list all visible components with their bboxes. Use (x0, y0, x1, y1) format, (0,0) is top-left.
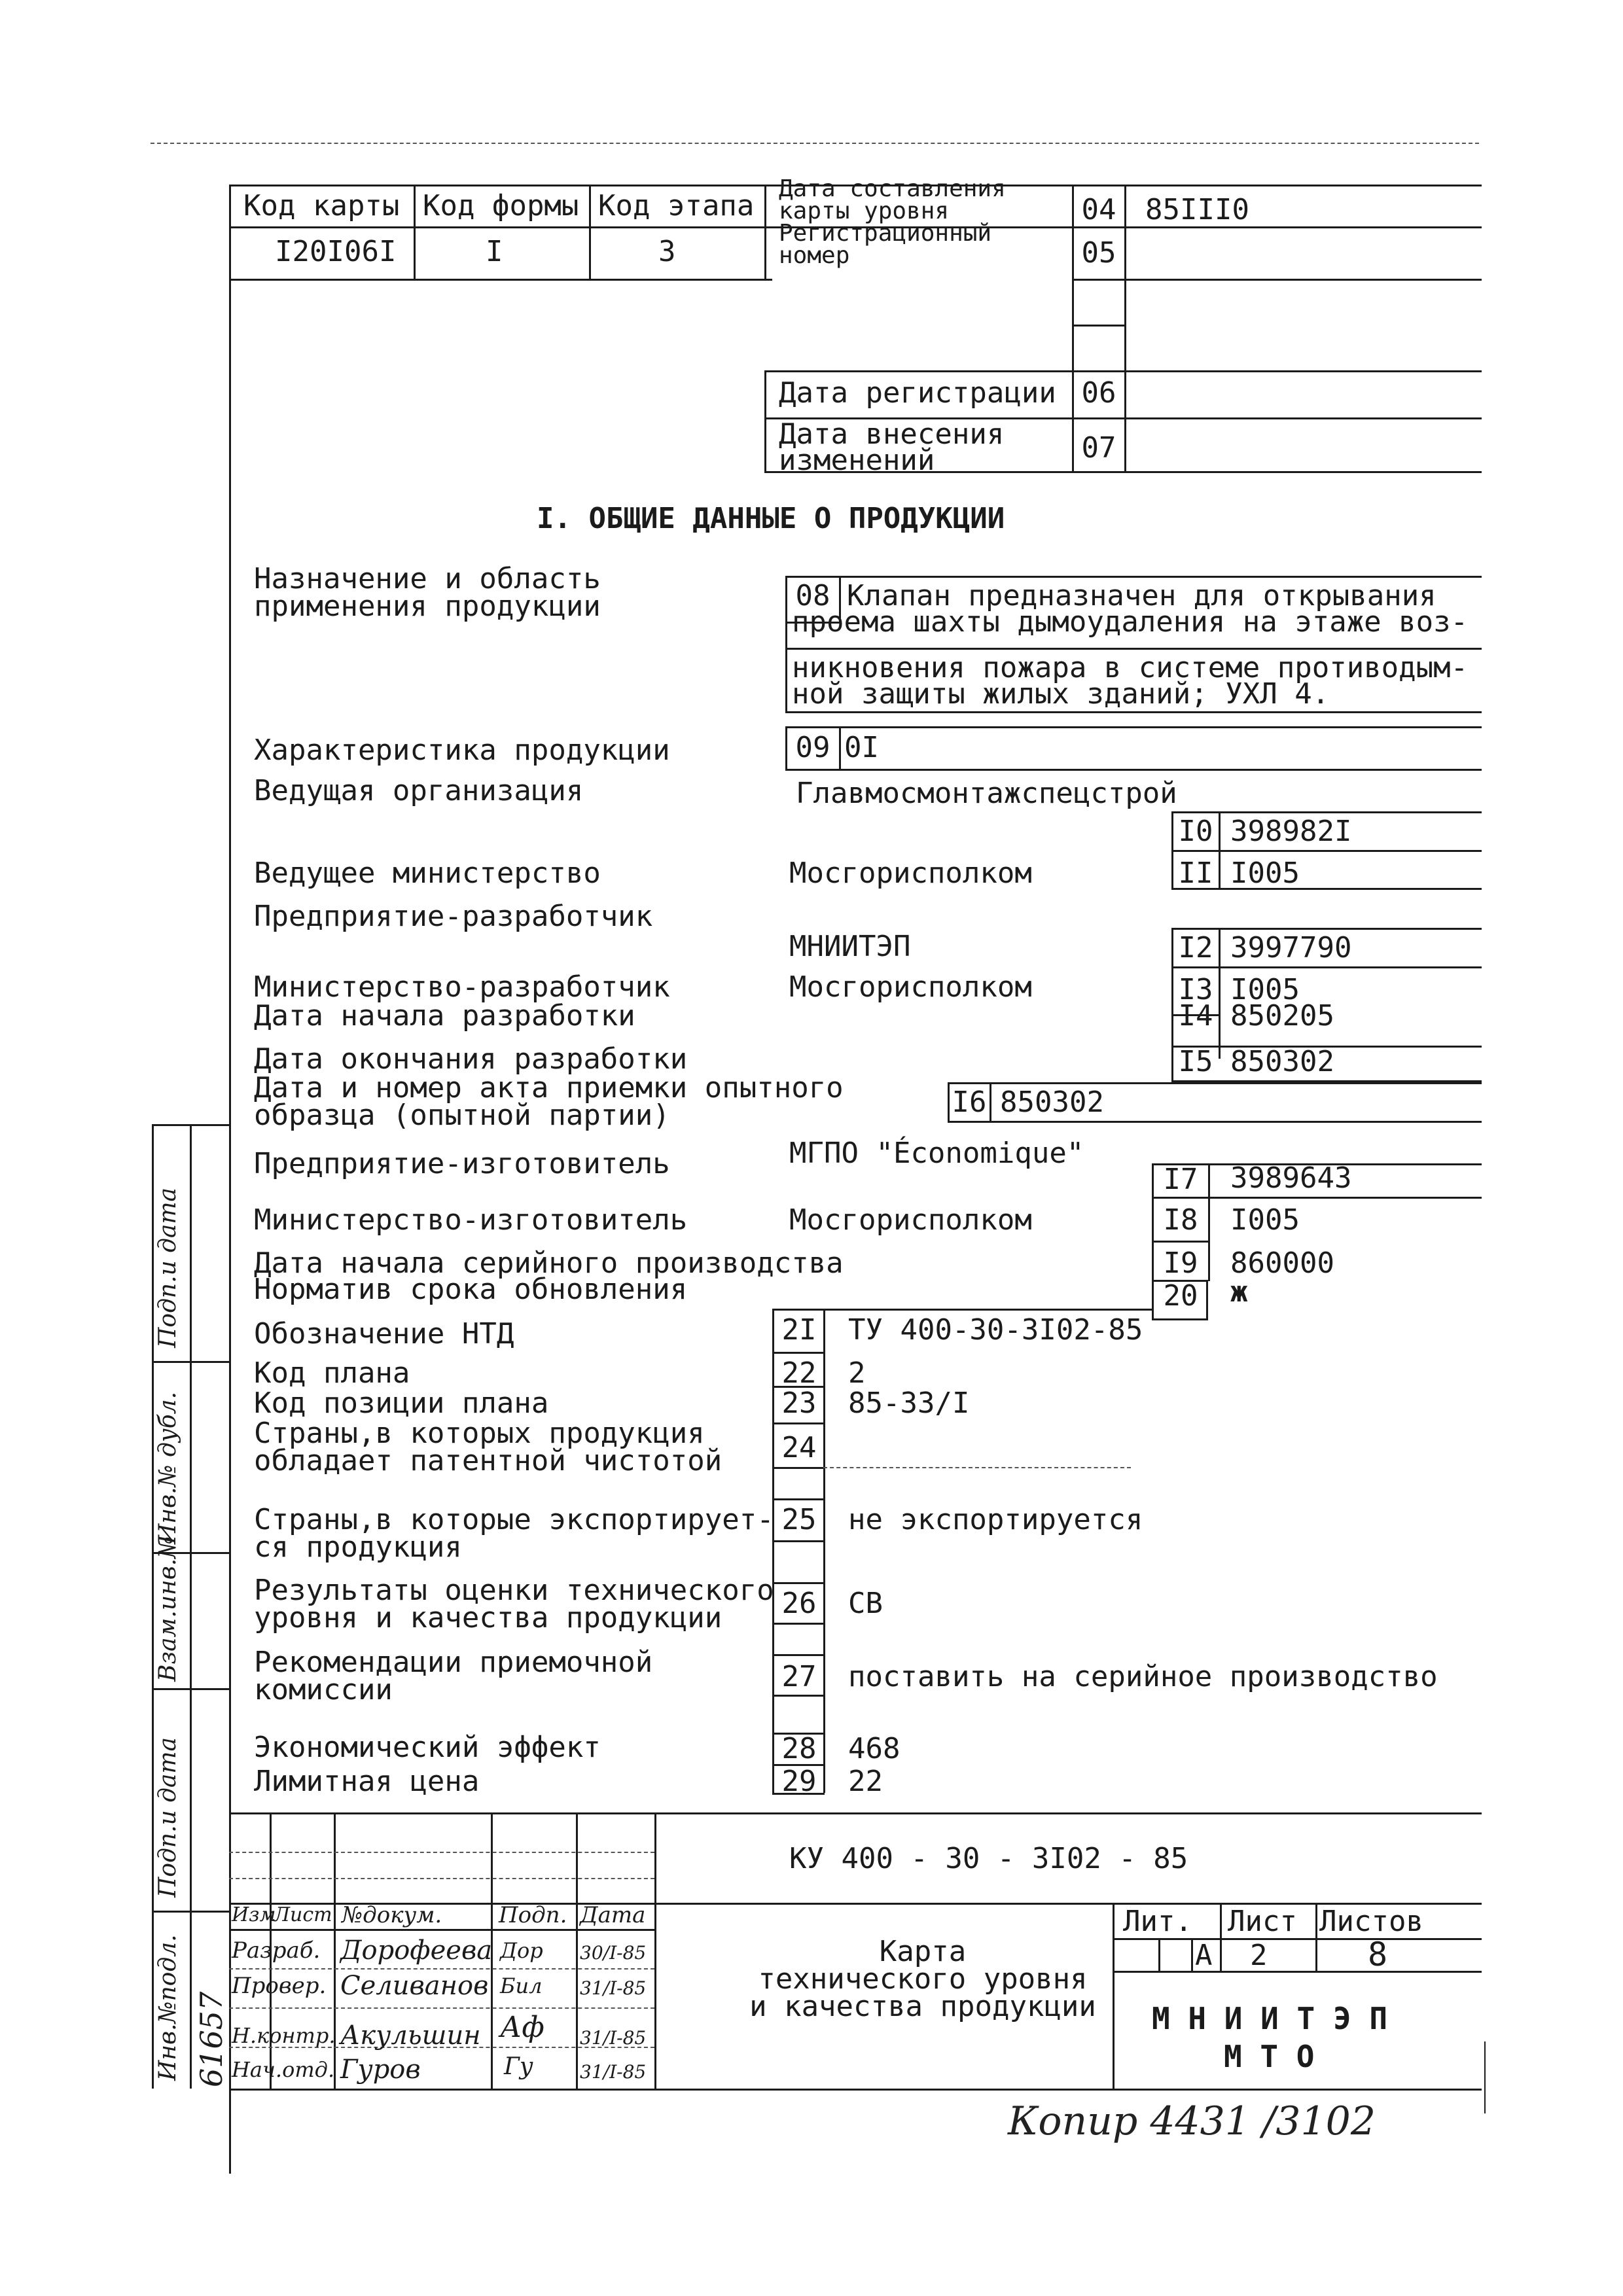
divider (1152, 1241, 1208, 1243)
col-stage-code: Код этапа (598, 189, 755, 222)
dev-start-label: Дата начала разработки (254, 999, 635, 1033)
characteristic-box (785, 726, 1482, 771)
col-form-code: Код формы (423, 189, 579, 222)
sheets-value: 8 (1368, 1935, 1388, 1973)
field-num-07: 07 (1081, 431, 1116, 465)
field-value-28: 468 (848, 1732, 901, 1765)
acceptance-label-1: Дата и номер акта приемки опытного (254, 1071, 844, 1104)
recommend-label-2: комиссии (254, 1673, 393, 1706)
name-checker: Селиванов (340, 1971, 489, 2001)
divider (772, 1467, 825, 1469)
divider (1220, 1903, 1222, 1971)
field-num-23: 23 (781, 1386, 817, 1420)
field-num-04: 04 (1081, 193, 1116, 226)
field-num-13: I3 (1178, 973, 1213, 1006)
divider (839, 726, 841, 771)
title-block-bottom (229, 2089, 1482, 2091)
divider (1219, 852, 1221, 890)
side-inv-dubl: Инв.№ дубл. (154, 1391, 181, 1544)
card-title-2: технического уровня (758, 1962, 1088, 1996)
assessment-label-1: Результаты оценки технического (254, 1574, 774, 1607)
dev-end-label: Дата окончания разработки (254, 1042, 688, 1076)
date-checker: 31/I-85 (580, 1977, 647, 1999)
field-num-11: II (1178, 857, 1213, 890)
divider (772, 1498, 825, 1500)
header-divider (1072, 279, 1482, 281)
field-value-27: поставить на серийное производство (848, 1660, 1438, 1693)
field-num-18: I8 (1163, 1203, 1198, 1237)
divider (785, 648, 1482, 650)
date-developer: 30/I-85 (580, 1942, 647, 1964)
manufacturer-label: Предприятие-изготовитель (254, 1147, 670, 1180)
dev-ministry-label: Министерство-разработчик (254, 970, 670, 1004)
field-value-11: I005 (1230, 857, 1300, 890)
renewal-label: Норматив срока обновления (254, 1273, 688, 1306)
divider (772, 1582, 825, 1584)
divider (654, 1812, 656, 2089)
field-num-06: 06 (1081, 376, 1116, 410)
purpose-line-1: Клапан предназначен для открывания (847, 579, 1436, 612)
dev-enterprise-value: МНИИТЭП (789, 930, 911, 963)
divider (229, 1878, 654, 1879)
mfr-ministry-value: Мосгорисполком (789, 1203, 1032, 1237)
field-num-16: I6 (952, 1086, 987, 1119)
sign-dept-head: Гу (504, 2053, 533, 2080)
field-num-14: I4 (1178, 999, 1213, 1033)
side-inv-podl-value: 61657 (194, 1991, 229, 2087)
divider (772, 1422, 825, 1424)
divider (990, 1082, 991, 1123)
divider (1113, 1938, 1482, 1940)
field-value-22: 2 (848, 1356, 866, 1390)
field-value-16: 850302 (1000, 1086, 1104, 1119)
field-value-25: не экспортируется (848, 1503, 1143, 1536)
changes-date-label: Дата внесения изменений (779, 417, 1005, 477)
recommend-label-1: Рекомендации приемочной (254, 1646, 653, 1679)
side-podp-data-1: Подп.и дата (154, 1187, 181, 1348)
effect-label: Экономический эффект (254, 1731, 601, 1764)
role-checker: Провер. (232, 1973, 327, 1999)
manufacturer-value: МГПО "Économique" (789, 1137, 1084, 1170)
date-compiled-label: Дата составления карты уровня (779, 175, 1006, 224)
divider (1315, 1903, 1317, 1971)
divider (152, 1124, 229, 1126)
top-edge-line (151, 143, 1479, 144)
header-divider (764, 185, 766, 279)
field-num-25: 25 (781, 1503, 817, 1536)
col-date: Дата (580, 1902, 646, 1928)
field-num-17: I7 (1163, 1163, 1198, 1196)
dev-ministry-value: Мосгорисполком (789, 970, 1032, 1004)
name-norm-control: Акульшин (340, 2021, 481, 2051)
frame-left-border (229, 185, 231, 2174)
side-vzam-inv: Взам.инв.№ (154, 1536, 181, 1682)
lit-value: А (1195, 1939, 1213, 1972)
divider (772, 1352, 825, 1354)
field-value-13: I005 (1230, 973, 1300, 1006)
field-num-28: 28 (781, 1732, 817, 1765)
field-num-29: 29 (781, 1765, 817, 1798)
divider (229, 1852, 654, 1853)
col-doc: №докум. (342, 1902, 442, 1928)
col-izm: Изм (232, 1903, 276, 1926)
acceptance-label-2: образца (опытной партии) (254, 1099, 670, 1132)
field-num-10: I0 (1178, 815, 1213, 848)
dev-enterprise-label: Предприятие-разработчик (254, 900, 653, 933)
field-num-12: I2 (1178, 931, 1213, 964)
patent-label-1: Страны,в которых продукция (254, 1417, 705, 1450)
card-title-1: Карта (879, 1935, 967, 1968)
name-dept-head: Гуров (340, 2055, 421, 2085)
date-dept-head: 31/I-85 (580, 2061, 647, 2083)
field-num-05: 05 (1081, 236, 1116, 270)
price-label: Лимитная цена (254, 1765, 480, 1798)
role-norm-control: Н.контр. (232, 2023, 336, 2048)
divider (229, 1929, 654, 1931)
sign-checker: Бил (500, 1973, 543, 1998)
export-label-1: Страны,в которые экспортирует- (254, 1503, 774, 1536)
sheets-label: Листов (1319, 1905, 1423, 1938)
divider (1191, 1938, 1193, 1971)
stage-code-value: 3 (658, 235, 676, 268)
purpose-line-4: ной защиты жилых зданий; УХЛ 4. (792, 677, 1330, 711)
sheet-label: Лист (1228, 1905, 1297, 1938)
side-inv-podl: Инв.№подл. (154, 1934, 181, 2081)
lead-ministry-label: Ведущее министерство (254, 857, 601, 890)
field-value-18: I005 (1230, 1203, 1300, 1237)
field-value-12: 3997790 (1230, 931, 1352, 964)
header-divider (764, 370, 1482, 372)
name-developer: Дорофеева (340, 1935, 493, 1966)
sheet-value: 2 (1250, 1939, 1268, 1972)
divider (772, 1654, 825, 1656)
field-num-22: 22 (781, 1356, 817, 1390)
plan-code-label: Код плана (254, 1356, 410, 1390)
patent-label-2: обладает патентной чистотой (254, 1444, 722, 1477)
divider (152, 1911, 229, 1913)
sign-developer: Дор (500, 1938, 543, 1963)
reg-date-label: Дата регистрации (779, 376, 1056, 410)
ntd-label: Обозначение НТД (254, 1317, 514, 1351)
reg-number-label: Регистрационный номер (779, 220, 992, 269)
date-norm-control: 31/I-85 (580, 2027, 647, 2049)
divider (772, 1695, 825, 1697)
field-value-17: 3989643 (1230, 1161, 1352, 1195)
divider (823, 1467, 1131, 1468)
org-line-2: М Т О (1224, 2039, 1315, 2074)
field-value-21: ТУ 400-30-3I02-85 (848, 1313, 1143, 1347)
lead-ministry-value: Мосгорисполком (789, 857, 1032, 890)
field-num-19: I9 (1163, 1246, 1198, 1280)
header-divider (589, 185, 591, 279)
purpose-line-2: проема шахты дымоудаления на этаже воз- (792, 605, 1469, 639)
divider (152, 1688, 229, 1690)
characteristic-label: Характеристика продукции (254, 733, 670, 767)
section-title: I. ОБЩИЕ ДАННЫЕ О ПРОДУКЦИИ (537, 502, 1005, 535)
role-developer: Разраб. (232, 1937, 321, 1964)
handwritten-note: Копир 4431 /3102 (1008, 2098, 1376, 2144)
purpose-line-3: никновения пожара в системе противодым- (792, 651, 1469, 684)
field-value-26: СВ (848, 1587, 883, 1620)
field-value-19: 860000 (1230, 1246, 1334, 1280)
header-divider (764, 370, 766, 471)
side-podp-data-2: Подп.и дата (154, 1737, 181, 1898)
lead-org-value: Главмосмонтажспецстрой (796, 777, 1177, 810)
divider (152, 1361, 229, 1363)
field-num-20: 20 (1163, 1279, 1198, 1313)
field-num-21: 2I (781, 1313, 817, 1347)
field-num-26: 26 (781, 1587, 817, 1620)
col-list: Лист (274, 1903, 332, 1926)
field-num-08: 08 (795, 579, 830, 612)
field-num-24: 24 (781, 1431, 817, 1464)
header-divider (1072, 226, 1482, 228)
right-edge-mark (1484, 2041, 1486, 2113)
header-divider (414, 185, 416, 279)
divider (229, 2007, 654, 2009)
divider (772, 1623, 825, 1625)
date-compiled-value: 85III0 (1145, 193, 1249, 226)
form-code-value: I (486, 235, 503, 268)
divider (772, 1309, 774, 1793)
field-value-29: 22 (848, 1765, 883, 1798)
side-stamp-inner (190, 1124, 192, 2089)
role-dept-head: Нач.отд. (232, 2057, 335, 2082)
field-num-27: 27 (781, 1660, 817, 1693)
lit-label: Лит. (1123, 1905, 1192, 1938)
divider (1208, 1163, 1210, 1281)
sign-norm-control: Аф (500, 2011, 544, 2044)
field-num-15: I5 (1178, 1045, 1213, 1078)
field-value-10: 398982I (1230, 815, 1352, 848)
divider (1113, 1971, 1482, 1973)
divider (772, 1793, 825, 1795)
divider (823, 1309, 825, 1793)
title-block-top (229, 1812, 1482, 1814)
field-value-23: 85-33/I (848, 1386, 970, 1420)
header-divider (1072, 325, 1124, 327)
side-stamp-left (152, 1124, 154, 2089)
doc-code: КУ 400 - 30 - 3I02 - 85 (789, 1842, 1188, 1875)
export-label-2: ся продукция (254, 1530, 462, 1564)
lead-org-label: Ведущая организация (254, 774, 584, 807)
divider (229, 1968, 654, 1969)
purpose-label-1: Назначение и область (254, 562, 601, 595)
field-value-20: ж (1230, 1275, 1248, 1309)
plan-pos-label: Код позиции плана (254, 1386, 549, 1420)
divider (772, 1309, 1152, 1311)
divider (1219, 928, 1221, 1059)
characteristic-value: 0I (844, 731, 879, 764)
assessment-label-2: уровня и качества продукции (254, 1601, 722, 1634)
divider (772, 1540, 825, 1542)
card-title-3: и качества продукции (749, 1990, 1096, 2023)
org-line-1: М Н И И Т Э П (1152, 2001, 1388, 2036)
serial-start-label: Дата начала серийного производства (254, 1246, 844, 1280)
field-num-09: 09 (795, 731, 830, 764)
field-value-15: 850302 (1230, 1045, 1334, 1078)
col-card-code: Код карты (243, 189, 400, 222)
mfr-ministry-label: Министерство-изготовитель (254, 1203, 688, 1237)
col-sign: Подп. (499, 1902, 567, 1928)
divider (1158, 1938, 1160, 1971)
header-bottom-border (229, 279, 772, 281)
field-value-14: 850205 (1230, 999, 1334, 1033)
divider (1219, 811, 1221, 852)
purpose-label-2: применения продукции (254, 590, 601, 623)
card-code-value: I20I06I (275, 235, 397, 268)
